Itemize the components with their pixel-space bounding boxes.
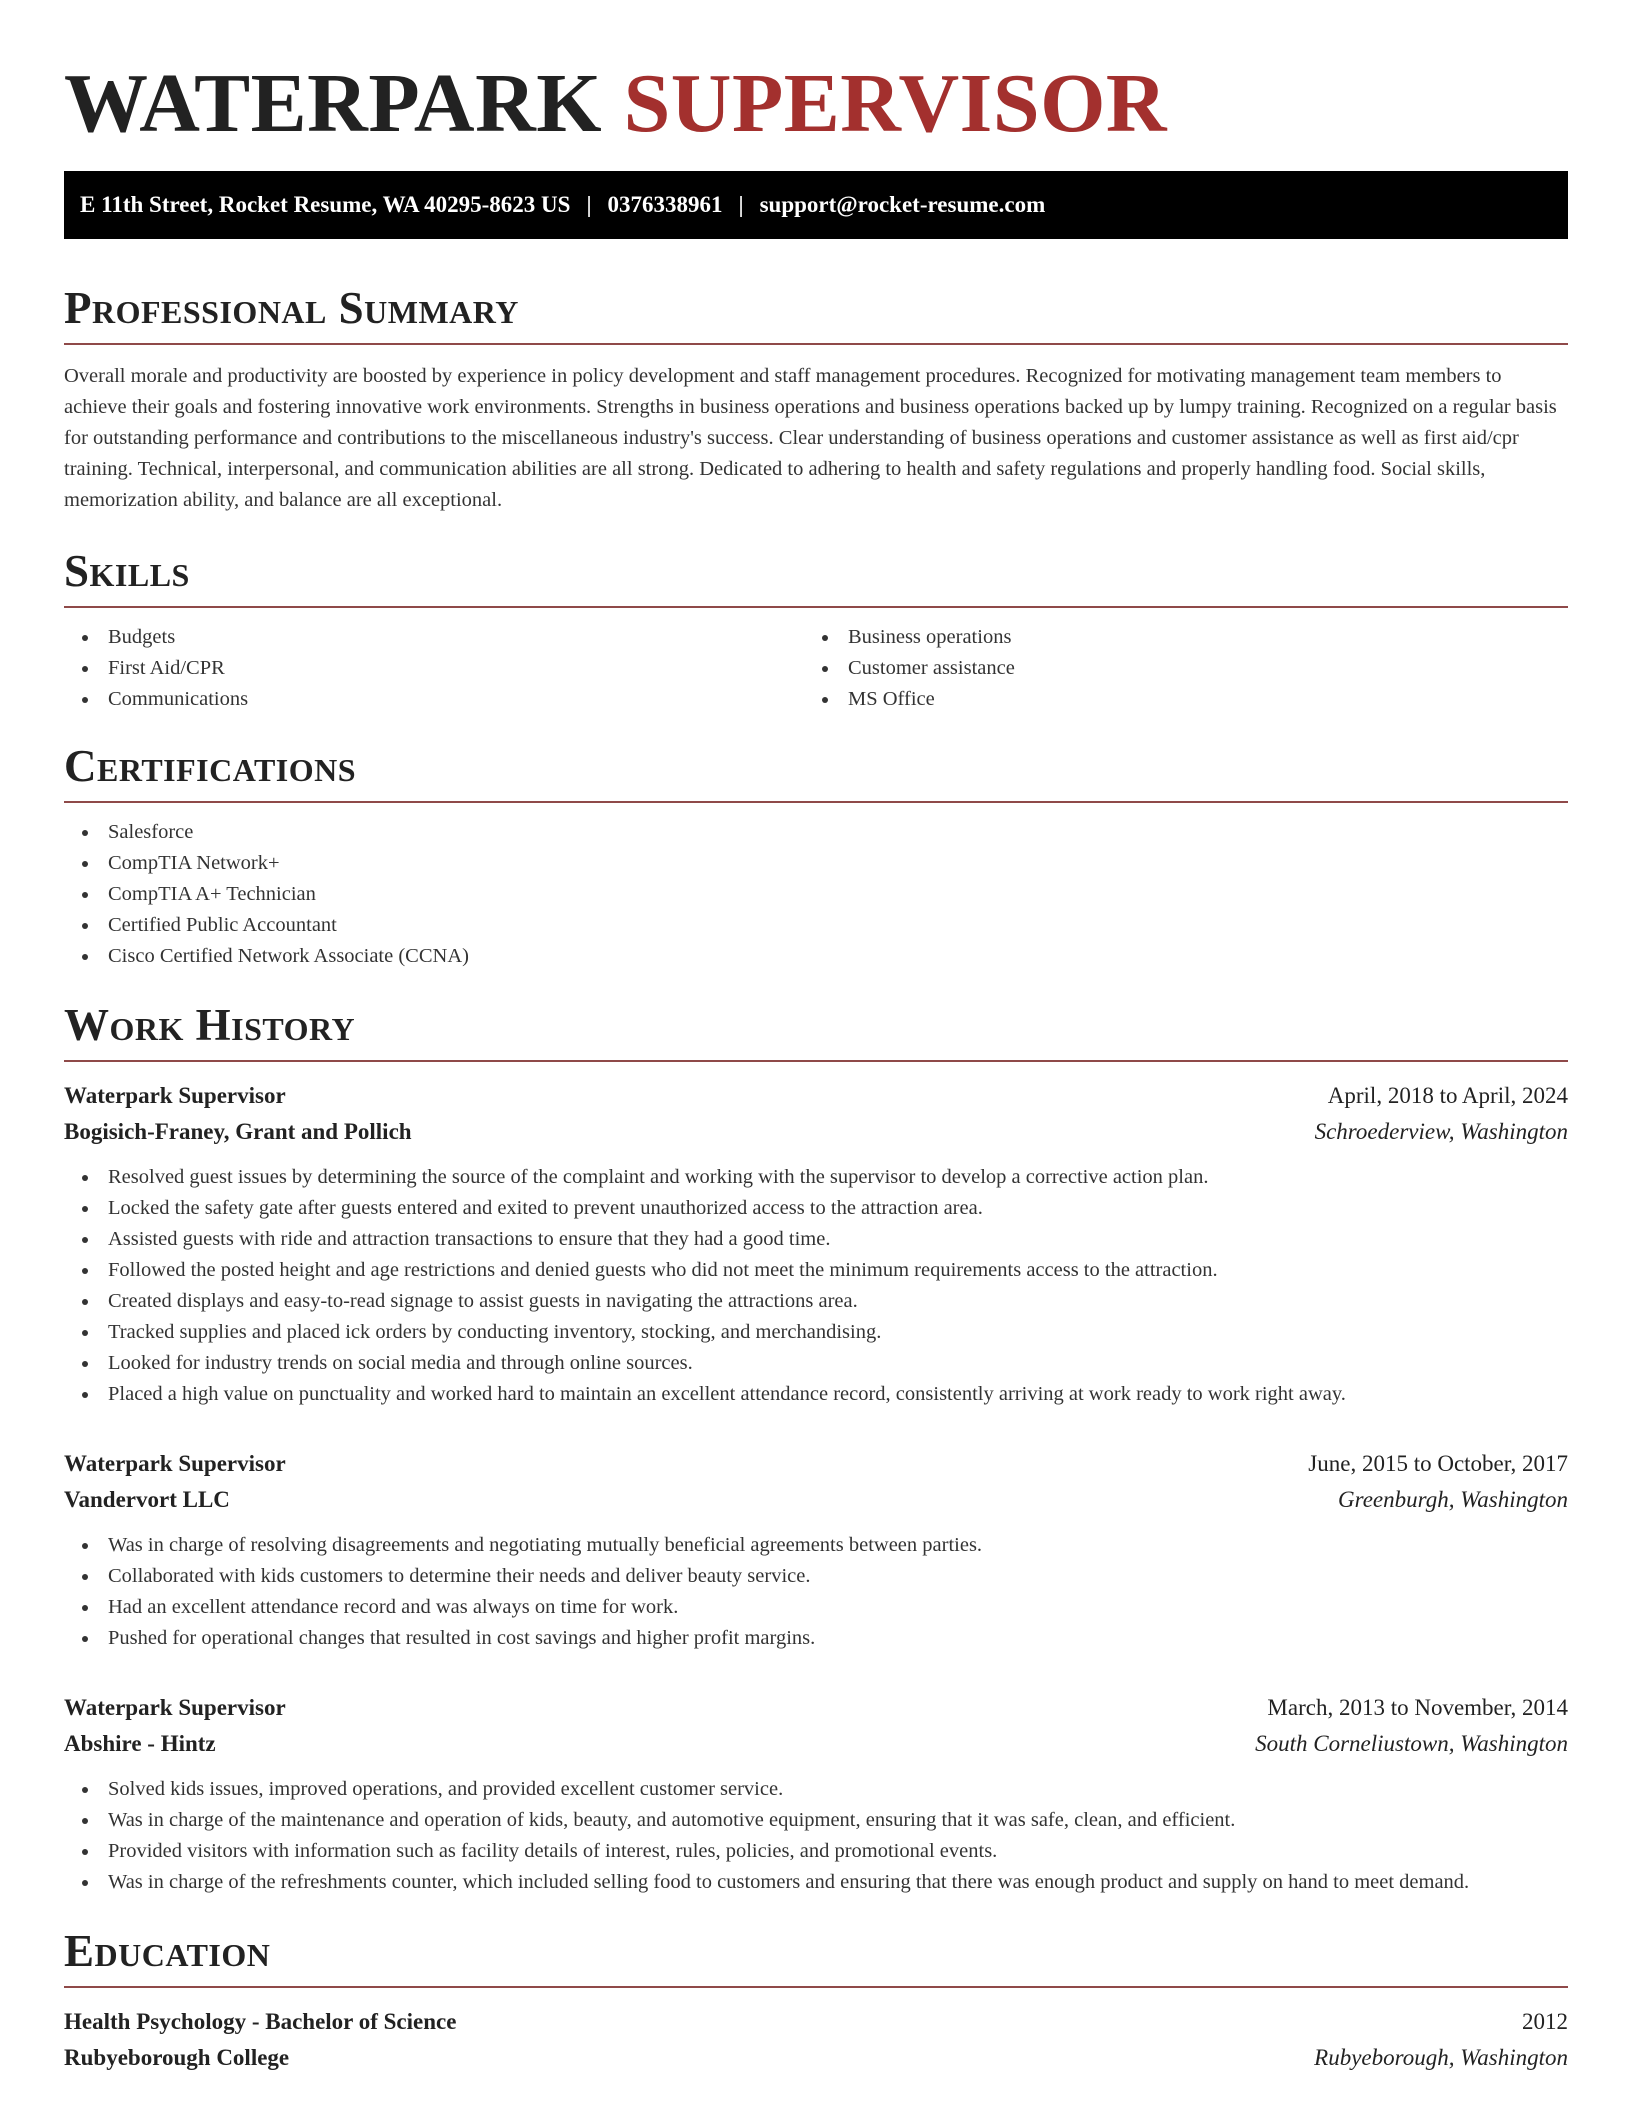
education-section <box>64 1924 1568 2076</box>
work-history-heading: Work History <box>64 1000 356 1050</box>
job-duty: Collaborated with kids customers to determine their needs and deliver beauty service. <box>64 1561 1568 1592</box>
certification-item: Cisco Certified Network Associate (CCNA) <box>64 941 1568 972</box>
job-duty: Solved kids issues, improved operations, and provided excellent customer service. <box>64 1774 1568 1805</box>
job-entry <box>64 1690 1568 1898</box>
summary-section <box>64 281 1568 516</box>
job-title-row <box>64 1078 1568 1114</box>
job-duty: Resolved guest issues by determining the source of the complaint and working with the supervisor to develop a corrective action plan. <box>64 1162 1568 1193</box>
job-dates: June, 2015 to October, 2017 <box>1308 1451 1568 1476</box>
education-school: Rubyeborough College <box>64 2045 290 2070</box>
certification-item: Salesforce <box>64 817 1568 848</box>
job-title: Waterpark Supervisor <box>64 1083 286 1108</box>
contact-separator: | <box>586 192 592 217</box>
job-title: Waterpark Supervisor <box>64 1695 286 1720</box>
job-duty: Placed a high value on punctuality and worked hard to maintain an excellent attendance record, consistently arriving at work ready to work right away. <box>64 1379 1568 1410</box>
section-divider <box>64 1060 1568 1062</box>
job-duty: Assisted guests with ride and attraction transactions to ensure that they had a good time. <box>64 1224 1568 1255</box>
job-company-row <box>64 1114 1568 1150</box>
job-title: Waterpark Supervisor <box>64 1451 286 1476</box>
work-history-section <box>64 998 1568 1898</box>
job-duty: Had an excellent attendance record and was always on time for work. <box>64 1592 1568 1623</box>
education-degree-row <box>64 2004 1568 2040</box>
section-divider <box>64 801 1568 803</box>
job-dates: March, 2013 to November, 2014 <box>1267 1695 1568 1720</box>
section-divider <box>64 343 1568 345</box>
contact-phone: 0376338961 <box>607 192 723 217</box>
name-first: WATERPARK <box>64 57 603 150</box>
job-entry <box>64 1078 1568 1410</box>
job-entry <box>64 1446 1568 1654</box>
contact-bar <box>64 171 1568 239</box>
summary-text: Overall morale and productivity are boosted by experience in policy development and staff management procedures. Recognized for motivating management team members to achieve their goals and fostering innovative work environments. Strengths in business operations and business operations backed up by lumpy training. Recognized on a regular basis for outstanding performance and contributions to the miscellaneous industry's success. Clear understanding of business operations and customer assistance as well as first aid/cpr training. Technical, interpersonal, and communication abilities are all strong. Dedicated to adhering to health and safety regulations and properly handling food. Social skills, memorization ability, and balance are all exceptional. <box>64 365 1557 511</box>
education-entry <box>64 2004 1568 2076</box>
contact-email[interactable]: support@rocket-resume.com <box>759 192 1046 217</box>
skill-item: Customer assistance <box>804 653 1544 684</box>
skill-item: Business operations <box>804 622 1544 653</box>
certifications-section <box>64 739 1568 972</box>
skills-heading: Skills <box>64 546 190 596</box>
job-duty: Was in charge of the refreshments counter, which included selling food to customers and ensuring that there was enough product and supply on hand to meet demand. <box>64 1867 1568 1898</box>
skills-column-right <box>804 622 1544 715</box>
job-duty: Looked for industry trends on social media and through online sources. <box>64 1348 1568 1379</box>
job-location: Schroederview, Washington <box>1314 1119 1568 1144</box>
job-company-row <box>64 1726 1568 1762</box>
certification-item: CompTIA Network+ <box>64 848 1568 879</box>
job-title-row <box>64 1446 1568 1482</box>
skill-item: Budgets <box>64 622 804 653</box>
contact-address: E 11th Street, Rocket Resume, WA 40295-8623 US <box>80 192 571 217</box>
contact-separator: | <box>738 192 744 217</box>
job-company: Vandervort LLC <box>64 1487 230 1512</box>
job-duties-list <box>64 1774 1568 1898</box>
job-duty: Followed the posted height and age restrictions and denied guests who did not meet the minimum requirements access to the attraction. <box>64 1255 1568 1286</box>
certifications-list <box>64 817 1568 972</box>
job-company-row <box>64 1482 1568 1518</box>
education-heading: Education <box>64 1926 271 1976</box>
job-duty: Was in charge of resolving disagreements and negotiating mutually beneficial agreements between parties. <box>64 1530 1568 1561</box>
skills-list-left <box>64 622 804 715</box>
job-duty: Created displays and easy-to-read signage to assist guests in navigating the attractions area. <box>64 1286 1568 1317</box>
job-duty: Locked the safety gate after guests entered and exited to prevent unauthorized access to the attraction area. <box>64 1193 1568 1224</box>
job-location: South Corneliustown, Washington <box>1255 1731 1568 1756</box>
education-degree: Health Psychology - Bachelor of Science <box>64 2009 457 2034</box>
certification-item: CompTIA A+ Technician <box>64 879 1568 910</box>
job-location: Greenburgh, Washington <box>1338 1487 1568 1512</box>
job-title-row <box>64 1690 1568 1726</box>
job-company: Abshire - Hintz <box>64 1731 216 1756</box>
job-duties-list <box>64 1162 1568 1410</box>
job-duties-list <box>64 1530 1568 1654</box>
job-dates: April, 2018 to April, 2024 <box>1327 1083 1568 1108</box>
certification-item: Certified Public Accountant <box>64 910 1568 941</box>
name-last: SUPERVISOR <box>623 57 1168 150</box>
job-duty: Tracked supplies and placed ick orders by conducting inventory, stocking, and merchandising. <box>64 1317 1568 1348</box>
job-company: Bogisich-Franey, Grant and Pollich <box>64 1119 412 1144</box>
skill-item: Communications <box>64 684 804 715</box>
job-duty: Pushed for operational changes that resulted in cost savings and higher profit margins. <box>64 1623 1568 1654</box>
skills-section <box>64 544 1568 715</box>
section-divider <box>64 1986 1568 1988</box>
summary-heading: Professional Summary <box>64 283 519 333</box>
skill-item: First Aid/CPR <box>64 653 804 684</box>
skills-grid <box>64 622 1568 715</box>
skill-item: MS Office <box>804 684 1544 715</box>
skills-column-left <box>64 622 804 715</box>
section-divider <box>64 606 1568 608</box>
education-school-row <box>64 2040 1568 2076</box>
skills-list-right <box>804 622 1544 715</box>
education-year: 2012 <box>1522 2009 1568 2034</box>
name-title <box>64 0 1568 150</box>
education-location: Rubyeborough, Washington <box>1314 2045 1568 2070</box>
job-duty: Was in charge of the maintenance and operation of kids, beauty, and automotive equipment, ensuring that it was safe, clean, and efficient. <box>64 1805 1568 1836</box>
certifications-heading: Certifications <box>64 741 357 791</box>
job-duty: Provided visitors with information such as facility details of interest, rules, policies, and promotional events. <box>64 1836 1568 1867</box>
